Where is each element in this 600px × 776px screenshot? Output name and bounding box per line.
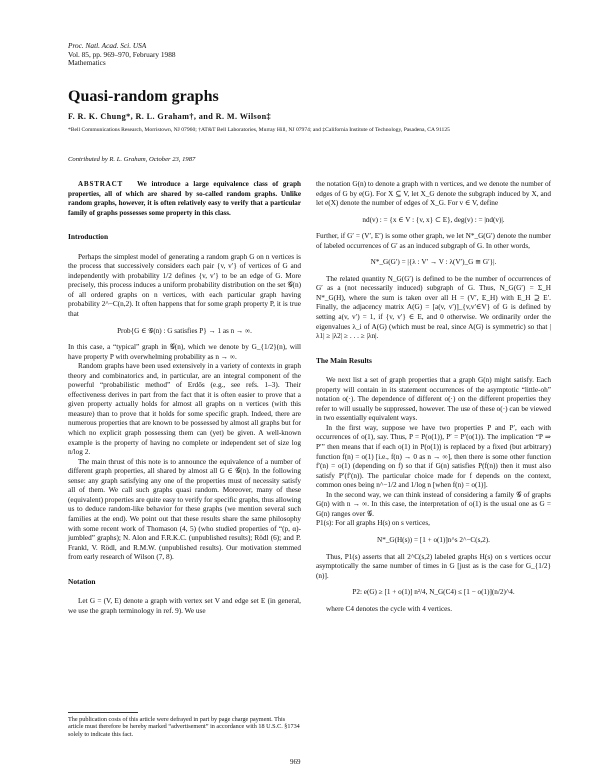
paragraph: Further, if G′ = (V′, E′) is some other graph, we let N*_G(G′) denote the number of labeled occurrences of G′ as an induced subgraph of G. In other words, (316, 232, 551, 250)
footnote-rule (68, 712, 138, 713)
paragraph: We next list a set of graph properties that a graph G(n) might satisfy. Each property will contain in its statement occurrences of the asymptotic “little-oh” notation o(·). The dependence of different o(·) on the different properties they refer to will usually be suppressed, however. The use of these o(·) can be viewed in two essentially equivalent ways. (316, 376, 551, 423)
paragraph: Thus, P1(s) asserts that all 2^C(s,2) labeled graphs H(s) on s vertices occur asymptotically the same number of times in G [just as is the case for G_{1/2}(n)]. (316, 552, 551, 580)
affiliations: *Bell Communications Research, Morristown, NJ 07960; †AT&T Bell Laboratories, Murray Hill, NJ 07974; and ‡California Institute of Technology, Pasadena, CA 91125 (68, 127, 450, 133)
paragraph: The main thrust of this note is to announce the equivalence of a number of different graph properties, all shared by almost all G ∈ 𝒢(n). In the following sense: any graph satisfying any one of the properties must of necessity satisfy all of them. We call such graphs quasi random. Moreover, many of these (equivalent) properties are quite easy to verify for specific graphs, thus allowing us to deduce random-like behavior for these graphs (we mention several such families at the end). We point out that these results share the same philosophy with some recent work of Thomason (4, 5) (who studied properties of “(p, α)-jumbled” graphs); N. Alon and F.R.K.C. (unpublished results); Rödl (6); and P. Frankl, V. Rödl, and R.M.W. (unpublished results). Our motivation stemmed from early research of Wilson (7, 8). (68, 457, 301, 562)
property-label: P1(s): For all graphs H(s) on s vertices, (316, 519, 430, 528)
paragraph: In the second way, we can think instead of considering a family 𝒢 of graphs G(n) with n → ∞. In this case, the interpretation of o(1) is the usual one as G = G(n) ranges over 𝒢. (316, 490, 551, 518)
publication-footnote: The publication costs of this article were defrayed in part by page charge payment. This article must therefore be hereby marked “advertisement” in accordance with 18 U.S.C. §1734 solely to indicate this fact. (68, 716, 300, 738)
paragraph: Let G = (V, E) denote a graph with vertex set V and edge set E (in general, we use the graph terminology in ref. 9). We use (68, 597, 301, 615)
page-number: 969 (290, 758, 301, 766)
abstract (68, 180, 301, 218)
journal-header (68, 42, 176, 68)
paragraph: The related quantity N_G(G′) is defined to be the number of occurrences of G′ as a (not necessarily induced) subgraph of G. Thus, N_G(G′) = Σ_H N*_G(H), where the sum is taken over all H = (V′, E_H) with E_H ⊇ E′. Finally, the adjacency matrix A(G) = [a(v, v′)]_{v,v′∈V} of G is defined by setting a(v, v′) = 1, if {v, v′} ∈ E, and 0 otherwise. We ordinarily order the eigenvalues λ_i of A(G) (which must be real, since A(G) is symmetric) so that |λ1| ≥ |λ2| ≥ . . . ≥ |λn|. (316, 274, 551, 341)
journal-section: Mathematics (68, 58, 106, 68)
paragraph: the notation G(n) to denote a graph with n vertices, and we denote the number of edges of G by e(G). For X ⊆ V, let X_G denote the subgraph induced by X, and let e(X) denote the number of edges of X_G. For v ∈ V, define (316, 180, 551, 208)
footnote-block (68, 706, 301, 738)
journal-name: Proc. Natl. Acad. Sci. USA (68, 41, 147, 50)
equation: P2: e(G) ≥ [1 + o(1)] n²/4, N_G(C4) ≤ [1 − o(1)](n/2)^4. (352, 588, 515, 597)
paragraph: where C4 denotes the cycle with 4 vertices. (326, 604, 453, 613)
paragraph: Random graphs have been used extensively in a variety of contexts in graph theory and combinatorics and, in particular, are an integral component of the powerful “probabilistic method” of Erdős (e.g., see refs. 1–3). Their effectiveness derives in part from the fact that it is often easier to prove that a given property actually holds for almost all graphs on n vertices (with this measure) than to prove that it holds for some specific graph. Indeed, there are numerous properties that are known to be possessed by almost all graphs but for which no explicit graph possessing them can (yet) be given. A well-known example is the property of having no complete or independent set of size log n/log 2. (68, 362, 301, 457)
right-column (316, 180, 551, 614)
equation: N*_G(G′) = |{λ : V′ → V : λ(V′)_G ≅ G′}|. (370, 258, 497, 267)
paragraph: Perhaps the simplest model of generating a random graph G on n vertices is the process that successively considers each pair {v, v′} of vertices of G and independently with probability 1/2 defines {v, v′} to be an edge of G. More precisely, this process induces a uniform probability distribution on the set 𝒢(n) of all ordered graphs on n vertices, with each particular graph having probability 2^−C(n,2). It often happens that for some graph property P, it is true that (68, 252, 301, 319)
equation: Prob{G ∈ 𝒢(n) : G satisfies P} → 1 as n → ∞. (117, 326, 252, 335)
paper-title: Quasi-random graphs (68, 88, 219, 105)
paragraph: In this case, a “typical” graph in 𝒢(n), which we denote by G_{1/2}(n), will have property P with overwhelming probability as n → ∞. (68, 343, 301, 361)
paragraph: In the first way, suppose we have two properties P and P′, each with occurrences of o(1), say. Thus, P = P(o(1)), P′ = P′(o(1)). The implication “P ⇒ P′” then means that if each o(1) in P(o(1)) is replaced by a fixed (but arbitrary) function f(n) = o(1) [i.e., f(n) → 0 as n → ∞], then there is some other function f′(n) = o(1) (depending on f) so that if G(n) satisfies P(f(n)) then it must also satisfy P′(f′(n)). The particular choice made for f depends on the context, common ones being n^−1/2 and 1/log n [when f(n) = o(1)]. (316, 423, 551, 490)
section-heading-notation: Notation (68, 576, 96, 586)
journal-volume: Vol. 85, pp. 969–970, February 1988 (68, 49, 176, 59)
equation: N*_G(H(s)) = [1 + o(1)]n^s 2^−C(s,2). (377, 535, 490, 544)
contributed-by: Contributed by R. L. Graham, October 23, 1987 (68, 156, 196, 163)
abstract-label: ABSTRACT (78, 180, 124, 188)
author-list: F. R. K. Chung*, R. L. Graham†, and R. M. Wilson‡ (68, 112, 272, 121)
left-column (68, 180, 301, 616)
section-heading-main-results: The Main Results (316, 355, 372, 365)
abstract-text: We introduce a large equivalence class of graph properties, all of which are shared by so-called random graphs. Unlike random graphs, however, it is often relatively easy to verify that a particular family of graphs possesses some property in this class. (68, 180, 301, 217)
section-heading-introduction: Introduction (68, 232, 109, 242)
equation: nd(v) : = {x ∈ V : {v, x} ⊂ E}, deg(v) : = |nd(v)|. (362, 215, 505, 224)
